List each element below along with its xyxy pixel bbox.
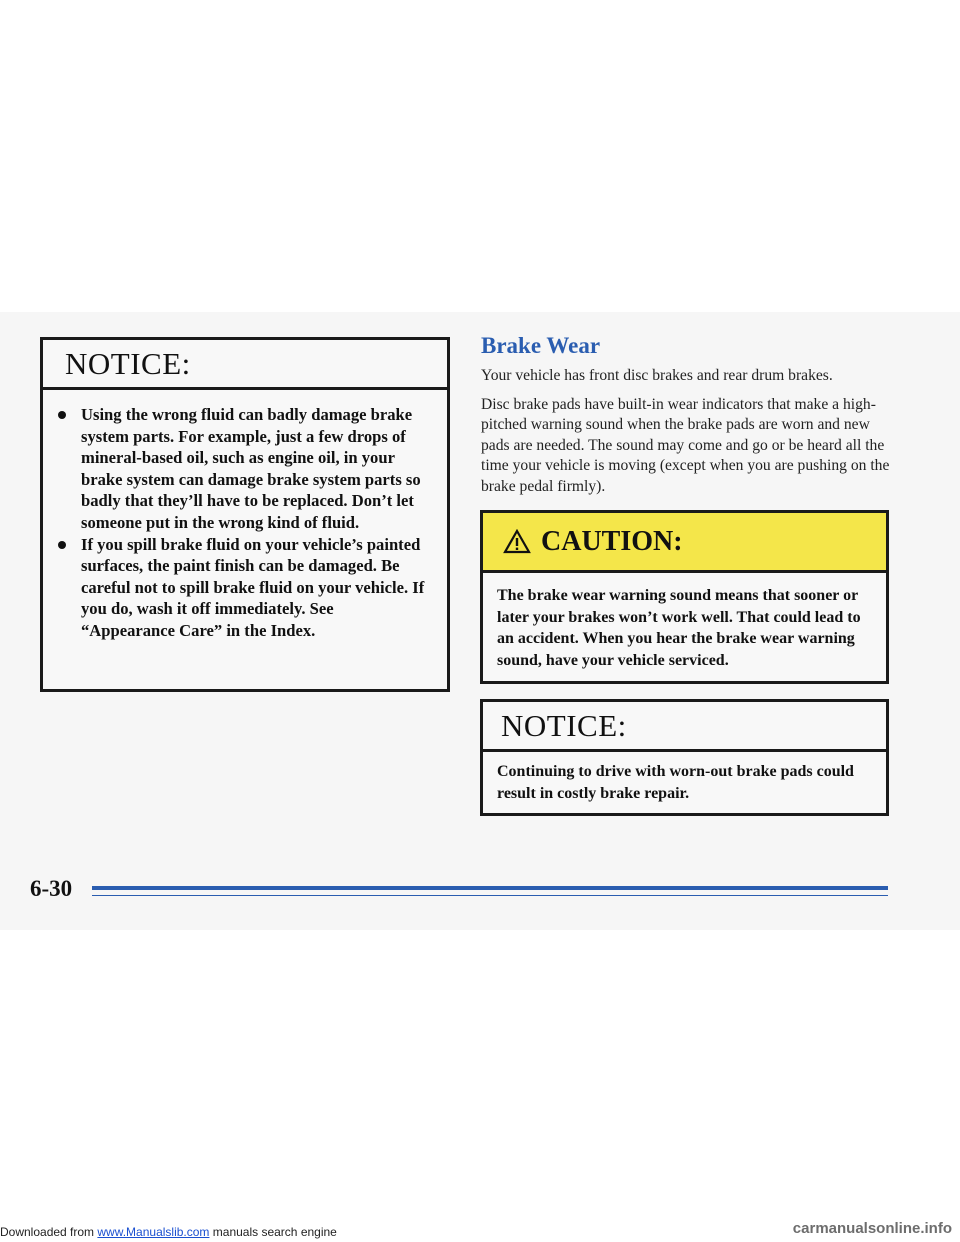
section-heading: Brake Wear	[481, 333, 601, 358]
notice-box-fluid	[40, 337, 450, 692]
notice-title: NOTICE:	[501, 707, 627, 743]
notice-title: NOTICE:	[65, 345, 191, 381]
notice-bullet-list	[43, 390, 447, 642]
footer-suffix: manuals search engine	[209, 1225, 337, 1239]
warning-triangle-icon	[503, 529, 531, 554]
bullet-dot-icon	[58, 541, 66, 549]
page-number: 6-30	[30, 876, 73, 901]
download-footer	[0, 1220, 960, 1242]
notice-bullet-text: If you spill brake fluid on your vehicle’s painted surfaces, the paint finish can be damaged. Be careful not to spill brake fluid on your vehicle. If you do, wash it off immediately. See “Appearance Care” in the Index.	[81, 534, 425, 640]
notice-header	[43, 340, 447, 390]
caution-title: CAUTION:	[541, 525, 683, 557]
watermark-text: carmanualsonline.info	[792, 1220, 952, 1237]
footer-prefix: Downloaded from	[0, 1225, 98, 1239]
list-item	[43, 534, 427, 642]
bullet-dot-icon	[58, 411, 66, 419]
notice-text: Continuing to drive with worn-out brake pads could result in costly brake repair.	[497, 763, 854, 802]
notice-box-pads	[480, 699, 889, 816]
paragraph-brakes-type: Your vehicle has front disc brakes and rear drum brakes.	[481, 367, 833, 384]
footer-rule-thin	[92, 895, 888, 896]
footer-rule-thick	[92, 886, 888, 890]
notice-bullet-text: Using the wrong fluid can badly damage brake system parts. For example, just a few drops of mineral-based oil, such as engine oil, in your brake system can damage brake system parts so badly that they’ll have to be replaced. Don’t let someone put in the wrong kind of fluid.	[81, 405, 421, 532]
manualslib-link[interactable]: www.Manualslib.com	[97, 1225, 210, 1239]
paragraph-wear-indicators: Disc brake pads have built-in wear indicators that make a high-pitched warning sound when the brake pads are worn and new pads are needed. The sound may come and go or be heard all the time your vehicle is moving (except when you are pushing on the brake pedal firmly).	[481, 396, 890, 495]
caution-text: The brake wear warning sound means that sooner or later your brakes won’t work well. That could lead to an accident. When you hear the brake wear warning sound, have your vehicle serviced.	[497, 587, 861, 669]
notice-header	[483, 702, 886, 752]
list-item	[43, 404, 427, 534]
caution-box	[480, 510, 889, 684]
caution-header	[483, 513, 886, 573]
